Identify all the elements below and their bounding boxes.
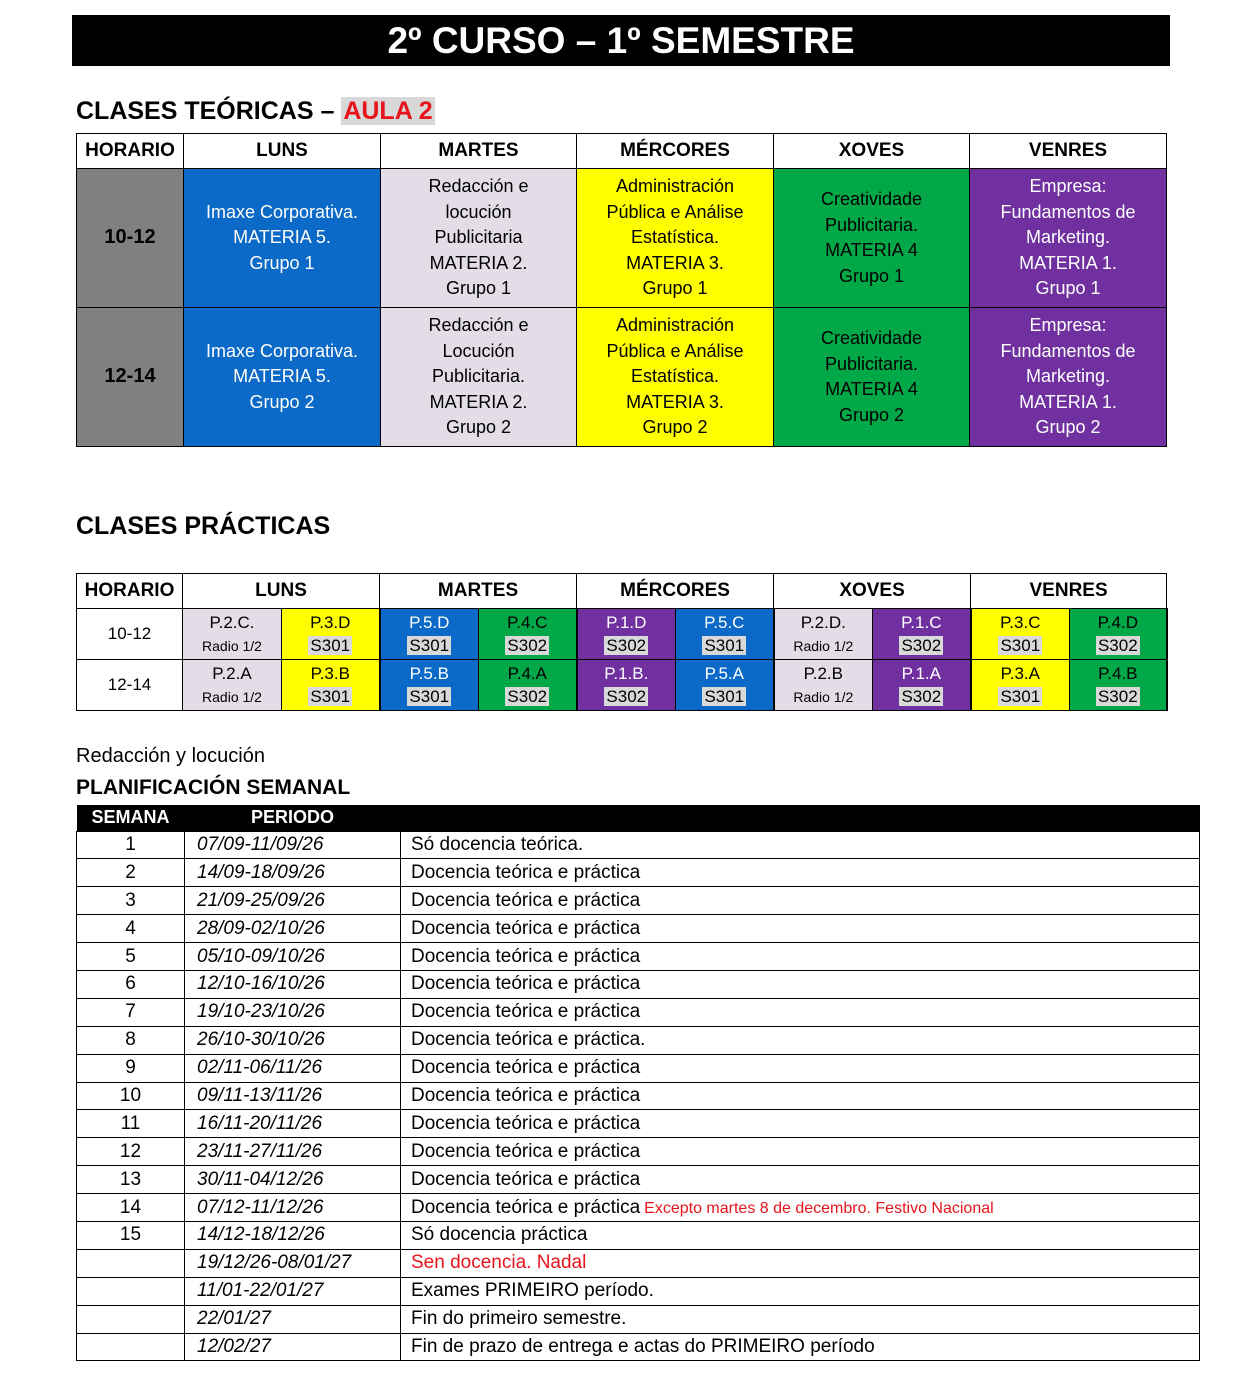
theory-class-line: Estatística.: [630, 366, 720, 387]
planning-heading: PLANIFICACIÓN SEMANAL: [76, 776, 351, 799]
theory-class-line: Empresa:: [1029, 315, 1107, 336]
theory-class-cell: [381, 308, 577, 447]
planning-desc-text: Docencia teórica e práctica: [411, 945, 641, 967]
planning-desc-cell: [401, 943, 1200, 971]
practice-group-cell: [1070, 609, 1167, 660]
planning-row: [77, 1277, 1200, 1305]
planning-week-cell: [77, 1249, 185, 1277]
planning-desc-cell: [401, 915, 1200, 943]
practice-room-text: S302: [1097, 687, 1138, 706]
practice-room-text: S302: [606, 687, 647, 706]
practice-room-text: S302: [901, 687, 942, 706]
practice-group-cell: [774, 660, 873, 711]
planning-row: [77, 943, 1200, 971]
practice-group-cell: [577, 609, 676, 660]
theory-class-line: Administración: [615, 176, 735, 197]
practice-group-cell: [873, 609, 971, 660]
practice-room-text: S301: [409, 687, 450, 706]
planning-desc-cell: [401, 970, 1200, 998]
practice-room-label: [183, 685, 281, 709]
theory-class-cell: [970, 308, 1167, 447]
practice-group-label: P.3.B: [310, 664, 350, 683]
theory-class-line: Creatividade: [820, 189, 923, 209]
practice-room-text: S301: [1000, 687, 1041, 706]
theory-header-cell: VENRES: [970, 134, 1167, 169]
practice-room-label: [775, 634, 873, 658]
practice-room-label: [1070, 634, 1166, 657]
practice-room-label: [578, 685, 676, 708]
theory-class-line: Publicitaria.: [824, 353, 919, 374]
theory-class-line: Imaxe Corporativa.: [205, 201, 359, 222]
theory-class-cell: [774, 169, 970, 308]
practice-group-label: P.5.B: [409, 664, 449, 683]
planning-period-cell: 19/10-23/10/26: [185, 998, 401, 1026]
practice-room-text: S301: [310, 687, 351, 706]
theory-class-line: Pública e Análise: [606, 201, 744, 222]
planning-desc-text: Docencia teórica e práctica: [411, 1196, 641, 1218]
practice-room-text: S302: [507, 636, 548, 655]
practice-room-text: S301: [704, 687, 745, 706]
planning-note-text: Excepto martes 8 de decembro. Festivo Nacional: [644, 1199, 994, 1217]
planning-period-cell: 16/11-20/11/26: [185, 1110, 401, 1138]
theory-class-cell: [774, 308, 970, 447]
theory-class-line: Imaxe Corporativa.: [205, 340, 359, 361]
planning-desc-text: Docencia teórica e práctica: [411, 973, 641, 995]
practice-room-label: [578, 634, 676, 657]
theory-class-line: MATERIA 5.: [233, 227, 331, 248]
theory-class-line: MATERIA 2.: [429, 391, 528, 412]
planning-period-cell: 22/01/27: [185, 1305, 401, 1333]
planning-desc-text: Docencia teórica e práctica.: [411, 1029, 646, 1051]
practice-row: [77, 609, 1167, 660]
practice-heading: CLASES PRÁCTICAS: [76, 512, 331, 540]
theory-class-line: Empresa:: [1029, 176, 1107, 197]
theory-header-row: [77, 134, 1167, 169]
theory-class-line: locución: [445, 201, 512, 222]
theory-header-cell: LUNS: [184, 134, 381, 169]
planning-desc-cell: [401, 1333, 1200, 1361]
practice-group-label: P.2.B: [803, 663, 843, 683]
theory-class-line: MATERIA 3.: [626, 391, 724, 412]
practice-header-cell: MÉRCORES: [577, 574, 774, 609]
practice-room-text: S302: [507, 687, 548, 706]
theory-class-line: Publicitaria.: [431, 366, 526, 387]
planning-desc-cell: [401, 1221, 1200, 1249]
planning-week-cell: 12: [77, 1138, 185, 1166]
planning-table: [76, 805, 1200, 1361]
planning-row: [77, 1082, 1200, 1110]
planning-period-cell: 30/11-04/12/26: [185, 1166, 401, 1194]
planning-week-cell: 15: [77, 1221, 185, 1249]
practice-header-cell: LUNS: [183, 574, 380, 609]
planning-desc-cell: [401, 998, 1200, 1026]
practice-group-cell: [1070, 660, 1167, 711]
planning-period-cell: 11/01-22/01/27: [185, 1277, 401, 1305]
planning-row: [77, 1138, 1200, 1166]
practice-group-label: P.2.C.: [209, 612, 255, 632]
theory-class-line: Grupo 1: [249, 252, 315, 273]
planning-desc-cell: [401, 1166, 1200, 1194]
theory-class-cell: [577, 169, 774, 308]
planning-desc-cell: [401, 1305, 1200, 1333]
practice-room-label: [381, 685, 479, 708]
theory-time-cell: 12-14: [77, 308, 184, 447]
practice-row: [77, 660, 1167, 711]
theory-class-line: Grupo 2: [445, 417, 512, 438]
planning-period-cell: 12/02/27: [185, 1333, 401, 1361]
planning-row: [77, 1249, 1200, 1277]
planning-header-cell: PERIODO: [185, 805, 401, 831]
planning-week-cell: 8: [77, 1026, 185, 1054]
practice-room-text: S302: [901, 636, 942, 655]
planning-period-cell: 07/12-11/12/26: [185, 1194, 401, 1222]
practice-room-label: [381, 634, 479, 657]
theory-class-line: Administración: [615, 315, 735, 336]
practice-time-cell: 10-12: [77, 609, 183, 660]
planning-desc-cell: [401, 1054, 1200, 1082]
theory-class-cell: [184, 308, 381, 447]
theory-class-line: Estatística.: [630, 227, 720, 248]
planning-row: [77, 1026, 1200, 1054]
theory-class-line: Grupo 1: [445, 278, 512, 299]
theory-class-cell: [381, 169, 577, 308]
theory-time-cell: 10-12: [77, 169, 184, 308]
practice-group-cell: [183, 609, 282, 660]
planning-period-cell: 21/09-25/09/26: [185, 887, 401, 915]
practice-room-label: [183, 634, 281, 658]
practice-room-text: Radio 1/2: [202, 637, 262, 654]
practice-room-label: [282, 634, 379, 657]
practice-group-cell: [479, 609, 577, 660]
practice-group-cell: [676, 609, 774, 660]
planning-row: [77, 1054, 1200, 1082]
planning-period-cell: 07/09-11/09/26: [185, 831, 401, 859]
practice-group-cell: [774, 609, 873, 660]
planning-row: [77, 1305, 1200, 1333]
practice-group-label: P.4.D: [1097, 613, 1138, 632]
theory-class-cell: [577, 308, 774, 447]
practice-group-cell: [282, 660, 380, 711]
planning-week-cell: 3: [77, 887, 185, 915]
planning-week-cell: [77, 1333, 185, 1361]
planning-desc-text: Docencia teórica e práctica: [411, 1057, 641, 1079]
planning-desc-text: Docencia teórica e práctica: [411, 1001, 641, 1023]
practice-room-label: [676, 634, 773, 657]
planning-period-cell: 14/12-18/12/26: [185, 1221, 401, 1249]
theory-class-line: Publicitaria: [434, 227, 523, 248]
theory-class-line: MATERIA 2.: [429, 252, 528, 273]
theory-heading-prefix: CLASES TEÓRICAS –: [76, 97, 342, 125]
practice-group-cell: [676, 660, 774, 711]
planning-desc-text: Sen docencia. Nadal: [411, 1252, 587, 1274]
planning-desc-text: Docencia teórica e práctica: [411, 1168, 641, 1190]
page-title: 2º CURSO – 1º SEMESTRE: [72, 15, 1170, 66]
theory-class-line: MATERIA 3.: [626, 252, 724, 273]
practice-group-cell: [380, 609, 479, 660]
theory-class-line: MATERIA 4: [825, 379, 918, 399]
theory-class-cell: [184, 169, 381, 308]
practice-room-label: [1070, 685, 1166, 708]
practice-header-cell: HORARIO: [77, 574, 183, 609]
planning-row: [77, 915, 1200, 943]
planning-subtitle: Redacción y locución: [76, 745, 265, 767]
planning-desc-text: Só docencia práctica: [411, 1224, 588, 1246]
theory-header-cell: XOVES: [774, 134, 970, 169]
theory-header-cell: MARTES: [381, 134, 577, 169]
planning-week-cell: 6: [77, 970, 185, 998]
planning-desc-text: Docencia teórica e práctica: [411, 1112, 641, 1134]
theory-table: [76, 133, 1167, 447]
planning-row: [77, 1194, 1200, 1222]
planning-period-cell: 12/10-16/10/26: [185, 970, 401, 998]
theory-class-line: Marketing.: [1025, 366, 1111, 387]
practice-group-cell: [577, 660, 676, 711]
practice-group-label: P.2.A: [212, 663, 252, 683]
planning-desc-text: Só docencia teórica.: [411, 833, 584, 855]
practice-group-label: P.4.C: [507, 613, 548, 632]
planning-desc-cell: [401, 1026, 1200, 1054]
theory-heading: [76, 97, 435, 126]
theory-heading-aula: AULA 2: [343, 97, 433, 125]
practice-group-label: P.3.C: [1000, 613, 1041, 632]
theory-class-line: Fundamentos de: [1000, 340, 1136, 361]
theory-row: [77, 308, 1167, 447]
planning-week-cell: [77, 1305, 185, 1333]
practice-group-label: P.2.D.: [800, 612, 846, 632]
practice-group-cell: [479, 660, 577, 711]
practice-room-text: S301: [704, 636, 745, 655]
planning-period-cell: 14/09-18/09/26: [185, 859, 401, 887]
theory-class-line: MATERIA 1.: [1019, 252, 1117, 273]
practice-room-label: [479, 634, 576, 657]
planning-row: [77, 1166, 1200, 1194]
planning-desc-text: Docencia teórica e práctica: [411, 917, 641, 939]
practice-group-label: P.4.A: [507, 664, 547, 683]
planning-period-cell: 28/09-02/10/26: [185, 915, 401, 943]
practice-header-cell: XOVES: [774, 574, 971, 609]
planning-desc-cell: [401, 1138, 1200, 1166]
practice-group-cell: [971, 660, 1070, 711]
theory-class-line: Locución: [442, 340, 515, 361]
planning-row: [77, 859, 1200, 887]
practice-room-text: S301: [310, 636, 351, 655]
practice-group-cell: [282, 609, 380, 660]
planning-week-cell: 10: [77, 1082, 185, 1110]
planning-week-cell: [77, 1277, 185, 1305]
practice-room-text: S302: [1097, 636, 1138, 655]
practice-room-label: [775, 685, 873, 709]
planning-week-cell: 4: [77, 915, 185, 943]
theory-class-cell: [970, 169, 1167, 308]
planning-desc-text: Docencia teórica e práctica: [411, 889, 641, 911]
practice-room-label: [873, 685, 970, 708]
theory-class-line: Fundamentos de: [1000, 201, 1136, 222]
theory-class-line: Creatividade: [820, 328, 923, 348]
practice-room-label: [972, 634, 1070, 657]
planning-row: [77, 998, 1200, 1026]
planning-desc-text: Docencia teórica e práctica: [411, 1084, 641, 1106]
theory-class-line: Grupo 2: [1035, 417, 1101, 438]
theory-header-cell: MÉRCORES: [577, 134, 774, 169]
planning-row: [77, 887, 1200, 915]
planning-period-cell: 26/10-30/10/26: [185, 1026, 401, 1054]
practice-room-text: S301: [409, 636, 450, 655]
practice-room-text: Radio 1/2: [793, 637, 854, 654]
practice-group-cell: [873, 660, 971, 711]
practice-header-row: [77, 574, 1167, 609]
planning-week-cell: 9: [77, 1054, 185, 1082]
theory-row: [77, 169, 1167, 308]
planning-row: [77, 970, 1200, 998]
practice-room-text: Radio 1/2: [202, 688, 262, 705]
planning-period-cell: 05/10-09/10/26: [185, 943, 401, 971]
practice-group-label: P.3.A: [1000, 664, 1040, 683]
planning-row: [77, 1110, 1200, 1138]
planning-period-cell: 19/12/26-08/01/27: [185, 1249, 401, 1277]
theory-class-line: Marketing.: [1025, 227, 1111, 248]
theory-class-line: Grupo 2: [249, 391, 315, 412]
practice-room-text: S301: [1000, 636, 1041, 655]
practice-group-cell: [183, 660, 282, 711]
planning-week-cell: 13: [77, 1166, 185, 1194]
practice-group-label: P.4.B: [1098, 664, 1138, 683]
practice-room-label: [676, 685, 773, 708]
theory-class-line: Grupo 1: [838, 265, 905, 286]
planning-desc-text: Docencia teórica e práctica: [411, 1140, 641, 1162]
planning-desc-text: Fin de prazo de entrega e actas do PRIMEIRO período: [411, 1335, 875, 1357]
planning-row: [77, 1221, 1200, 1249]
practice-room-label: [479, 685, 576, 708]
practice-header-cell: MARTES: [380, 574, 577, 609]
practice-room-label: [282, 685, 379, 708]
planning-week-cell: 5: [77, 943, 185, 971]
planning-desc-cell: [401, 1194, 1200, 1222]
practice-group-label: P.1.A: [901, 664, 941, 683]
practice-group-label: P.5.D: [409, 613, 450, 632]
planning-desc-cell: [401, 1277, 1200, 1305]
practice-time-cell: 12-14: [77, 660, 183, 711]
planning-desc-cell: [401, 887, 1200, 915]
theory-class-line: Grupo 2: [838, 404, 905, 425]
planning-header-cell: SEMANA: [77, 805, 185, 831]
theory-header-cell: HORARIO: [77, 134, 184, 169]
planning-row: [77, 831, 1200, 859]
practice-group-cell: [380, 660, 479, 711]
planning-header-cell: [401, 805, 1200, 831]
theory-class-line: Publicitaria.: [824, 214, 919, 235]
practice-table: [76, 573, 1168, 711]
planning-period-cell: 02/11-06/11/26: [185, 1054, 401, 1082]
theory-class-line: Grupo 2: [642, 417, 708, 438]
planning-week-cell: 2: [77, 859, 185, 887]
practice-header-cell: VENRES: [971, 574, 1167, 609]
practice-group-label: P.1.D: [606, 613, 647, 632]
practice-group-cell: [971, 609, 1070, 660]
planning-row: [77, 1333, 1200, 1361]
planning-week-cell: 1: [77, 831, 185, 859]
theory-class-line: MATERIA 1.: [1019, 391, 1117, 412]
practice-group-label: P.1.C: [901, 613, 942, 632]
practice-room-text: Radio 1/2: [793, 688, 854, 705]
theory-class-line: Redacción e: [428, 315, 529, 336]
practice-group-label: P.5.C: [704, 613, 745, 632]
planning-desc-cell: [401, 1082, 1200, 1110]
planning-desc-text: Fin do primeiro semestre.: [411, 1308, 627, 1330]
planning-period-cell: 09/11-13/11/26: [185, 1082, 401, 1110]
theory-class-line: Pública e Análise: [606, 340, 744, 361]
planning-desc-text: Docencia teórica e práctica: [411, 861, 641, 883]
theory-class-line: MATERIA 5.: [233, 366, 331, 387]
planning-period-cell: 23/11-27/11/26: [185, 1138, 401, 1166]
planning-desc-cell: [401, 859, 1200, 887]
planning-week-cell: 14: [77, 1194, 185, 1222]
theory-class-line: Redacción e: [428, 176, 529, 197]
planning-desc-cell: [401, 831, 1200, 859]
planning-week-cell: 11: [77, 1110, 185, 1138]
practice-room-label: [873, 634, 970, 657]
theory-class-line: Grupo 1: [1035, 278, 1101, 299]
planning-header-row: [77, 805, 1200, 831]
planning-week-cell: 7: [77, 998, 185, 1026]
theory-class-line: Grupo 1: [642, 278, 708, 299]
practice-group-label: P.1.B.: [604, 664, 649, 683]
practice-room-text: S302: [606, 636, 647, 655]
theory-class-line: MATERIA 4: [825, 240, 918, 260]
planning-desc-text: Exames PRIMEIRO período.: [411, 1280, 654, 1302]
practice-group-label: P.5.A: [704, 664, 744, 683]
practice-room-label: [972, 685, 1070, 708]
practice-group-label: P.3.D: [310, 613, 351, 632]
planning-desc-cell: [401, 1249, 1200, 1277]
planning-desc-cell: [401, 1110, 1200, 1138]
